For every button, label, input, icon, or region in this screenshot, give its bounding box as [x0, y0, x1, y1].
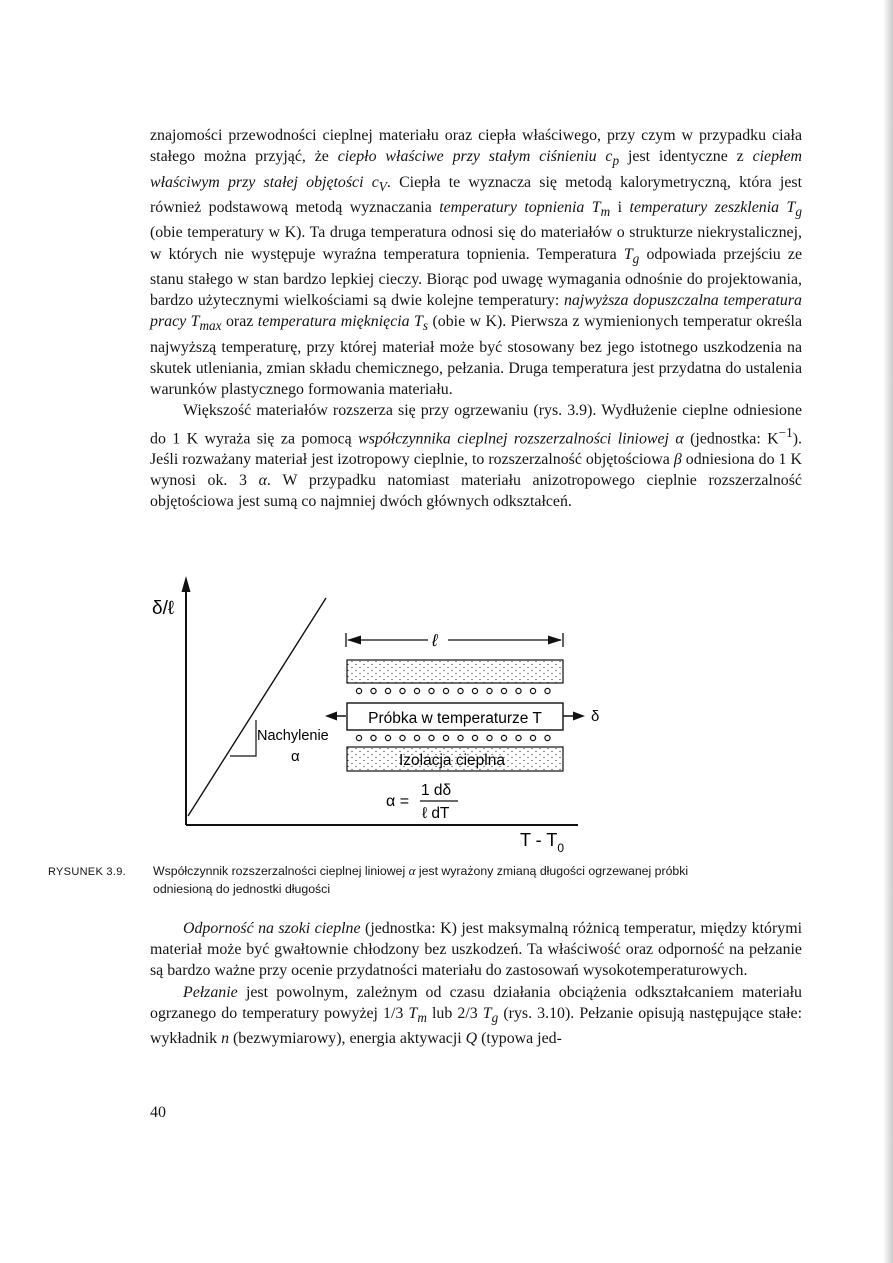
equation-denominator: ℓ dT — [422, 805, 450, 822]
sample-label: Próbka w temperaturze T — [368, 710, 542, 727]
x-axis-label: T - $T_0$ — [520, 830, 565, 855]
expansion-line — [188, 598, 326, 816]
length-symbol: ℓ — [432, 631, 438, 650]
page-number: 40 — [150, 1104, 166, 1121]
bead-row-bottom — [356, 735, 550, 740]
y-axis-label: δ/ℓ — [152, 598, 174, 619]
insulation-label: Izolacja cieplna — [399, 752, 505, 769]
text-bottom — [150, 918, 802, 1049]
length-arrowhead-left — [347, 636, 361, 645]
page-edge-shadow — [883, 0, 893, 1263]
equation-numerator: 1 dδ — [421, 782, 452, 799]
paragraph-2: Większość materiałów rozszerza się przy ogrzewaniu (rys. 3.9). Wydłużenie cieplne odniesione do 1 K wyraża się za pomocą współczynnika cieplnej rozszerzalności liniowej α (jednostka: $K^{-1}$). Jeśli rozważany materiał jest izotropowy cieplnie, to rozszerzalność objętościowa β odniesiona do 1 K wynosi ok. 3 α. W przypadku natomiast materiału anizotropowego cieplnie rozszerzalność objętościowa jest sumą co najmniej dwóch głównych odkształceń. — [150, 402, 803, 511]
left-arrowhead — [325, 712, 337, 721]
text-top — [150, 125, 802, 513]
length-arrowhead-right — [548, 636, 562, 645]
caption-text: Współczynnik rozszerzalności cieplnej liniowej α jest wyrażony zmianą długości ogrzewanej próbki odniesioną do jednostki długości — [153, 863, 689, 896]
slope-label: Nachylenie — [257, 728, 329, 744]
bead-row-top — [356, 688, 550, 693]
insulation-top — [347, 660, 563, 683]
paragraph-3: Odporność na szoki cieplne (jednostka: K) jest maksymalną różnicą temperatur, między którymi materiał może być gwałtownie chłodzony bez uszkodzeń. Ta właściwość oraz odporność na pełzanie są bardzo ważne przy ocenie przydatności materiału do zastosowań wysokotemperaturowych. — [150, 920, 803, 980]
equation-lhs: α = — [386, 793, 410, 810]
figure-thermal-expansion — [150, 570, 620, 865]
slope-alpha: α — [291, 748, 300, 765]
delta-symbol: δ — [591, 708, 600, 725]
right-arrowhead — [573, 712, 585, 721]
caption-label: RYSUNEK 3.9. — [48, 866, 126, 878]
slope-triangle — [230, 720, 256, 756]
paragraph-4: Pełzanie jest powolnym, zależnym od czasu działania obciążenia odkształcaniem materiału ogrzanego do temperatury powyżej 1/3 $T_m$ lub 2/3 $T_g$ (rys. 3.10). Pełzanie opisują następujące stałe: wykładnik n (bezwymiarowy), energia aktywacji Q (typowa jed- — [150, 983, 802, 1048]
y-axis-arrow — [182, 576, 191, 592]
paragraph-1: znajomości przewodności cieplnej materiału oraz ciepła właściwego, przy czym w przypadku ciała stałego można przyjąć, że ciepło właściwe przy stałym ciśnieniu $c_p$ jest identyczne z ciepłem właściwym przy stałej objętości $c_V$. Ciepła te wyznacza się metodą kalorymetryczną, która jest również podstawową metodą wyznaczania temperatury topnienia $T_m$ i temperatury zeszklenia $T_g$ (obie temperatury w K). Ta druga temperatura odnosi się do materiałów o strukturze niekrystalicznej, w których nie występuje wyraźna temperatura topnienia. Temperatura $T_g$ odpowiada przejściu ze stanu stałego w stan bardzo lepkiej cieczy. Biorąc pod uwagę wymagania odnośnie do projektowania, bardzo użytecznymi wielkościami są dwie kolejne temperatury: najwyższa dopuszczalna temperatura pracy $T_{max}$ oraz temperatura mięknięcia $T_s$ (obie w K). Pierwsza z wymienionych temperatur określa najwyższą temperaturę, przy której materiał może być stosowany bez jego istotnego uszkodzenia na skutek utleniania, zmian składu chemicznego, pełzania. Druga temperatura jest przydatna do ustalenia warunków plastycznego formowania materiału. — [150, 127, 803, 399]
